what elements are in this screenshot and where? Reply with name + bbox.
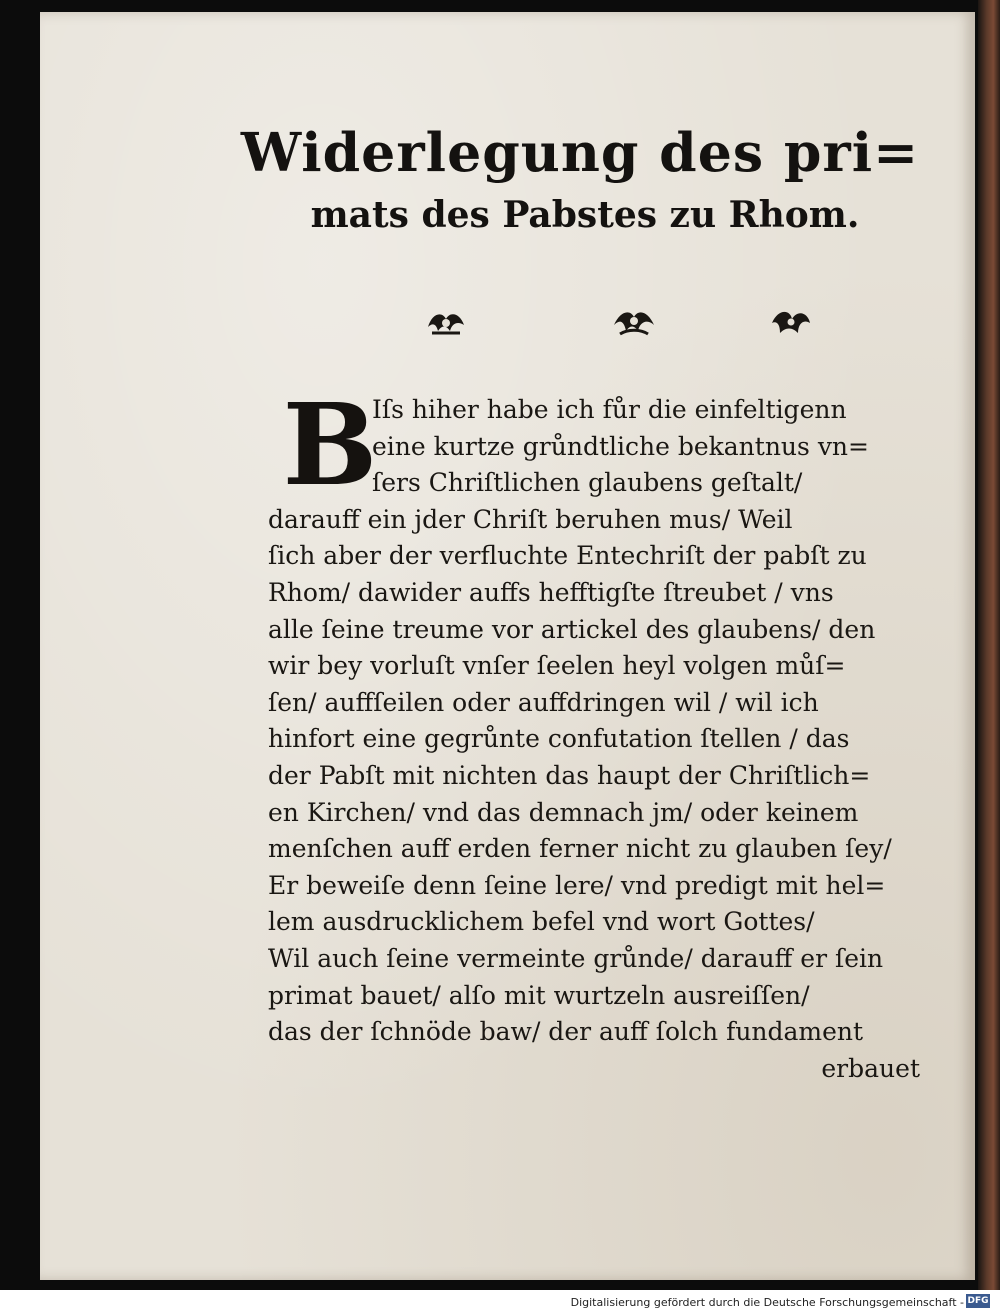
title-line-2: mats des Pabstes zu Rhom. [310,194,860,236]
text-line: en Kirchen/ vnd das demnach jm/ oder keinem [268,797,859,827]
text-line: darauff ein jder Chriſt beruhen mus/ Weil [268,504,793,534]
text-line: wir bey vorluſt vnſer ſeelen heyl volgen můſ= [268,651,846,681]
text-line: Wil auch ſeine vermeinte grůnde/ darauff er ſein [268,943,884,973]
text-line: Er beweiſe denn ſeine lere/ vnd predigt mit hel= [268,870,886,900]
text-line: der Pabſt mit nichten das haupt der Chriſtlich= [268,760,871,790]
text-line: hinfort eine gegrůnte confutation ſtellen / das [268,724,850,754]
dfg-logo: DFG [967,1296,989,1306]
title-line-1: Widerlegung des pri= [240,121,920,184]
catchword: erbauet [821,1053,920,1083]
body-paragraph [268,392,928,1087]
fleuron-icon [424,305,468,339]
text-line: Rhom/ dawider auffs hefftigſte ſtreubet / vns [268,577,834,607]
text-line: alle ſeine treume vor artickel des glaubens/ den [268,614,876,644]
text-line: Iſs hiher habe ich fůr die einfeltigenn [372,395,847,424]
text-line: eine kurtze grůndtliche bekantnus vn= [372,431,869,461]
book-spine-edge [978,0,1000,1290]
text-line: lem ausdrucklichem befel vnd wort Gottes/ [268,907,815,937]
text-line: primat bauet/ alſo mit wurtzeln ausreiſſen/ [268,980,810,1010]
text-line: das der ſchnöde baw/ der auff ſolch fundament [268,1017,864,1047]
text-line: ſers Chriſtlichen glaubens geſtalt/ [372,468,803,498]
fleuron-icon [610,305,658,339]
text-line: menſchen auff erden ferner nicht zu glauben ſey/ [268,834,892,864]
ornament-row [420,305,850,345]
drop-cap-initial: B [282,380,378,511]
fleuron-icon [768,305,814,339]
text-line: ſich aber der verfluchte Entechriſt der pabſt zu [268,541,867,571]
page-title [240,118,920,240]
text-line: ſen/ auffſeilen oder auffdringen wil / wil ich [268,687,819,717]
footer-credit: Digitalisierung gefördert durch die Deutsche Forschungsgemeinschaft - [570,1296,964,1309]
